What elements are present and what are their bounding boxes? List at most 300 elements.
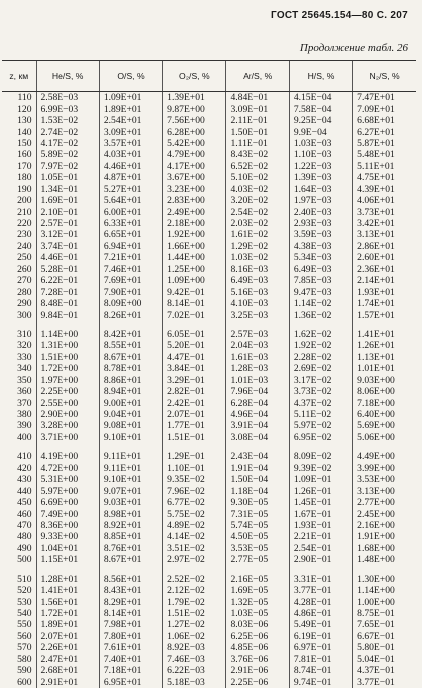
- table-row: [2, 531, 416, 542]
- value-cell: 6.49E−03: [226, 275, 289, 286]
- table-row: [2, 420, 416, 431]
- value-cell: 1.09E+00: [163, 275, 226, 286]
- value-cell: 4.46E−01: [36, 252, 99, 263]
- value-cell: 2.82E−01: [163, 386, 226, 397]
- group-separator-row: [2, 321, 416, 329]
- value-cell: 9.87E+00: [163, 103, 226, 114]
- value-cell: 8.14E+01: [99, 608, 162, 619]
- value-cell: 2.26E+01: [36, 642, 99, 653]
- value-cell: 3.99E+00: [353, 463, 416, 474]
- table-row: [2, 574, 416, 585]
- table-row: [2, 115, 416, 126]
- altitude-cell: 520: [17, 585, 32, 597]
- altitude-cell: 540: [17, 608, 32, 620]
- value-cell: 1.03E−05: [226, 608, 289, 619]
- altitude-cell: 460: [17, 508, 32, 520]
- value-cell: 8.48E−01: [36, 298, 99, 309]
- value-cell: 5.75E−02: [163, 508, 226, 519]
- value-cell: 3.59E−03: [289, 229, 352, 240]
- value-cell: 3.17E−02: [289, 375, 352, 386]
- value-cell: 2.93E−03: [289, 218, 352, 229]
- value-cell: 6.69E+00: [36, 497, 99, 508]
- value-cell: 7.85E−03: [289, 275, 352, 286]
- value-cell: 1.69E−01: [36, 195, 99, 206]
- value-cell: 8.86E+01: [99, 375, 162, 386]
- table-row: [2, 149, 416, 160]
- value-cell: 6.27E+01: [353, 126, 416, 137]
- value-cell: 8.56E+01: [99, 574, 162, 585]
- altitude-cell: 560: [17, 630, 32, 642]
- value-cell: 5.97E+00: [36, 485, 99, 496]
- table-row: [2, 229, 416, 240]
- value-cell: 3.31E−01: [289, 574, 352, 585]
- table-row: [2, 138, 416, 149]
- value-cell: [226, 443, 289, 451]
- altitude-cell: 320: [17, 340, 32, 352]
- column-header: O₂/S, %: [163, 61, 226, 92]
- value-cell: 3.53E−05: [226, 543, 289, 554]
- value-cell: 8.29E+01: [99, 596, 162, 607]
- value-cell: 2.04E−03: [226, 340, 289, 351]
- value-cell: 4.79E+00: [163, 149, 226, 160]
- value-cell: [353, 566, 416, 574]
- value-cell: 1.03E−02: [226, 252, 289, 263]
- value-cell: 9.25E−04: [289, 115, 352, 126]
- value-cell: 2.90E−01: [289, 554, 352, 565]
- value-cell: 7.81E−01: [289, 654, 352, 665]
- value-cell: 1.72E+01: [36, 608, 99, 619]
- value-cell: 1.51E−01: [163, 432, 226, 443]
- value-cell: 8.43E−02: [226, 149, 289, 160]
- value-cell: [99, 321, 162, 329]
- gas-composition-table: [2, 60, 416, 688]
- value-cell: 2.10E−01: [36, 206, 99, 217]
- table-body: [2, 92, 416, 688]
- value-cell: [226, 566, 289, 574]
- value-cell: 1.93E−01: [289, 520, 352, 531]
- value-cell: 2.52E−02: [163, 574, 226, 585]
- value-cell: 3.13E+01: [353, 229, 416, 240]
- value-cell: 8.16E−03: [226, 264, 289, 275]
- value-cell: 2.43E−04: [226, 451, 289, 462]
- table-row: [2, 596, 416, 607]
- value-cell: 9.08E+01: [99, 420, 162, 431]
- value-cell: 9.42E−01: [163, 286, 226, 297]
- value-cell: 5.64E+01: [99, 195, 162, 206]
- value-cell: 2.91E+01: [36, 676, 99, 687]
- value-cell: 6.40E+00: [353, 409, 416, 420]
- value-cell: 9.47E−03: [289, 286, 352, 297]
- altitude-cell: 330: [17, 351, 32, 363]
- value-cell: [353, 321, 416, 329]
- table-row: [2, 520, 416, 531]
- value-cell: 8.09E−02: [289, 451, 352, 462]
- value-cell: 2.25E−06: [226, 676, 289, 687]
- value-cell: 5.20E−01: [163, 340, 226, 351]
- value-cell: 1.34E−01: [36, 184, 99, 195]
- value-cell: 6.65E+01: [99, 229, 162, 240]
- value-cell: 6.99E−03: [36, 103, 99, 114]
- value-cell: 3.20E−02: [226, 195, 289, 206]
- value-cell: [163, 321, 226, 329]
- table-row: [2, 608, 416, 619]
- value-cell: 4.96E−04: [226, 409, 289, 420]
- value-cell: 2.54E−01: [289, 543, 352, 554]
- table-row: [2, 103, 416, 114]
- value-cell: 9.35E−02: [163, 474, 226, 485]
- value-cell: 8.36E+00: [36, 520, 99, 531]
- value-cell: 1.61E−02: [226, 229, 289, 240]
- value-cell: [36, 566, 99, 574]
- table-row: [2, 631, 416, 642]
- table-row: [2, 508, 416, 519]
- value-cell: 6.49E−03: [289, 264, 352, 275]
- value-cell: 3.25E−03: [226, 309, 289, 320]
- table-row: [2, 340, 416, 351]
- value-cell: 7.28E−01: [36, 286, 99, 297]
- value-cell: 3.74E−01: [36, 241, 99, 252]
- altitude-cell: 170: [17, 160, 32, 172]
- value-cell: 8.75E−01: [353, 608, 416, 619]
- value-cell: 1.68E+00: [353, 543, 416, 554]
- value-cell: 1.26E+01: [353, 340, 416, 351]
- value-cell: 7.49E+00: [36, 508, 99, 519]
- value-cell: 2.57E−01: [36, 218, 99, 229]
- value-cell: 6.22E−03: [163, 665, 226, 676]
- page-header: ГОСТ 25645.154—80 С. 207: [270, 10, 408, 21]
- value-cell: 7.46E−03: [163, 654, 226, 665]
- group-separator-row: [2, 443, 416, 451]
- table-row: [2, 352, 416, 363]
- value-cell: 8.92E+01: [99, 520, 162, 531]
- value-cell: 2.83E+00: [163, 195, 226, 206]
- value-cell: 4.28E−01: [289, 596, 352, 607]
- table-row: [2, 409, 416, 420]
- value-cell: 1.97E−03: [289, 195, 352, 206]
- altitude-cell: 310: [17, 328, 32, 340]
- value-cell: 2.11E−01: [226, 115, 289, 126]
- value-cell: 8.14E−01: [163, 298, 226, 309]
- value-cell: 8.67E+01: [99, 554, 162, 565]
- value-cell: 8.55E+01: [99, 340, 162, 351]
- group-separator-row: [2, 566, 416, 574]
- value-cell: 2.77E−05: [226, 554, 289, 565]
- value-cell: 9.33E+00: [36, 531, 99, 542]
- value-cell: 2.42E−01: [163, 397, 226, 408]
- value-cell: 5.48E+01: [353, 149, 416, 160]
- altitude-cell: 490: [17, 542, 32, 554]
- value-cell: [36, 443, 99, 451]
- value-cell: 1.79E−02: [163, 596, 226, 607]
- table-row: [2, 463, 416, 474]
- value-cell: 4.75E+01: [353, 172, 416, 183]
- value-cell: 1.92E−02: [289, 340, 352, 351]
- value-cell: 2.03E−02: [226, 218, 289, 229]
- value-cell: 6.68E+01: [353, 115, 416, 126]
- value-cell: 8.42E+01: [99, 329, 162, 340]
- altitude-cell: 260: [17, 263, 32, 275]
- value-cell: 8.09E+00: [99, 298, 162, 309]
- value-cell: 1.62E−02: [289, 329, 352, 340]
- value-cell: 2.49E+00: [163, 206, 226, 217]
- value-cell: 2.16E−05: [226, 574, 289, 585]
- altitude-cell: 430: [17, 474, 32, 486]
- value-cell: 9.04E+01: [99, 409, 162, 420]
- value-cell: 2.68E+01: [36, 665, 99, 676]
- value-cell: 3.28E+00: [36, 420, 99, 431]
- value-cell: 3.29E−01: [163, 375, 226, 386]
- value-cell: 2.36E+01: [353, 264, 416, 275]
- value-cell: 2.07E−01: [163, 409, 226, 420]
- value-cell: 7.31E−05: [226, 508, 289, 519]
- altitude-cell: 190: [17, 183, 32, 195]
- altitude-cell: 350: [17, 374, 32, 386]
- value-cell: [99, 566, 162, 574]
- value-cell: 6.22E−01: [36, 275, 99, 286]
- value-cell: 1.89E+01: [99, 103, 162, 114]
- value-cell: [163, 443, 226, 451]
- value-cell: 8.94E+01: [99, 386, 162, 397]
- value-cell: 1.14E+00: [353, 585, 416, 596]
- value-cell: 3.09E+01: [99, 126, 162, 137]
- altitude-cell: 340: [17, 363, 32, 375]
- value-cell: 5.74E−05: [226, 520, 289, 531]
- value-cell: 6.25E−06: [226, 631, 289, 642]
- table-row: [2, 375, 416, 386]
- altitude-cell: [2, 443, 36, 451]
- value-cell: 5.97E−02: [289, 420, 352, 431]
- value-cell: 2.57E−03: [226, 329, 289, 340]
- table-row: [2, 252, 416, 263]
- value-cell: 6.52E−02: [226, 161, 289, 172]
- value-cell: 1.50E−04: [226, 474, 289, 485]
- value-cell: 4.03E+01: [99, 149, 162, 160]
- value-cell: 5.34E−03: [289, 252, 352, 263]
- value-cell: 1.13E+01: [353, 352, 416, 363]
- value-cell: 1.26E−01: [289, 485, 352, 496]
- value-cell: 5.49E−01: [289, 619, 352, 630]
- value-cell: 7.40E+01: [99, 654, 162, 665]
- altitude-cell: 140: [17, 126, 32, 138]
- column-header: H/S, %: [289, 61, 352, 92]
- table-row: [2, 275, 416, 286]
- value-cell: [163, 566, 226, 574]
- altitude-cell: 390: [17, 420, 32, 432]
- value-cell: 9.10E+01: [99, 474, 162, 485]
- value-cell: 2.28E−02: [289, 352, 352, 363]
- table-row: [2, 585, 416, 596]
- table-row: [2, 451, 416, 462]
- value-cell: 6.00E+01: [99, 206, 162, 217]
- value-cell: 4.50E−05: [226, 531, 289, 542]
- table-row: [2, 554, 416, 565]
- value-cell: 3.67E+00: [163, 172, 226, 183]
- altitude-cell: 110: [17, 92, 32, 104]
- value-cell: 1.29E−01: [163, 451, 226, 462]
- value-cell: 4.86E−01: [289, 608, 352, 619]
- value-cell: 9.11E+01: [99, 451, 162, 462]
- value-cell: 5.06E+00: [353, 432, 416, 443]
- value-cell: 9.03E+01: [99, 497, 162, 508]
- value-cell: 1.32E−05: [226, 596, 289, 607]
- value-cell: 1.31E+00: [36, 340, 99, 351]
- value-cell: 1.25E+00: [163, 264, 226, 275]
- altitude-cell: 600: [17, 676, 32, 688]
- altitude-cell: 550: [17, 619, 32, 631]
- value-cell: 8.67E+01: [99, 352, 162, 363]
- column-header: He/S, %: [36, 61, 99, 92]
- value-cell: 7.18E+01: [99, 665, 162, 676]
- altitude-cell: 590: [17, 665, 32, 677]
- value-cell: 2.54E−02: [226, 206, 289, 217]
- value-cell: 7.69E+01: [99, 275, 162, 286]
- value-cell: 1.01E+01: [353, 363, 416, 374]
- value-cell: 2.74E−02: [36, 126, 99, 137]
- table-continuation-caption: Продолжение табл. 26: [299, 42, 408, 54]
- value-cell: 1.27E−02: [163, 619, 226, 630]
- table-row: [2, 329, 416, 340]
- value-cell: 5.27E+01: [99, 184, 162, 195]
- altitude-cell: 300: [17, 309, 32, 321]
- value-cell: 1.15E+01: [36, 554, 99, 565]
- value-cell: 2.97E−02: [163, 554, 226, 565]
- value-cell: 1.74E+01: [353, 298, 416, 309]
- value-cell: 4.49E+00: [353, 451, 416, 462]
- value-cell: 4.39E+01: [353, 184, 416, 195]
- value-cell: 4.47E−01: [163, 352, 226, 363]
- altitude-cell: 270: [17, 275, 32, 287]
- altitude-cell: 280: [17, 286, 32, 298]
- value-cell: 1.48E+00: [353, 554, 416, 565]
- value-cell: 7.56E+00: [163, 115, 226, 126]
- value-cell: 5.31E+00: [36, 474, 99, 485]
- altitude-cell: 580: [17, 653, 32, 665]
- value-cell: [36, 321, 99, 329]
- value-cell: 4.89E−02: [163, 520, 226, 531]
- value-cell: 1.11E−01: [226, 138, 289, 149]
- value-cell: 5.28E−01: [36, 264, 99, 275]
- value-cell: 3.12E−01: [36, 229, 99, 240]
- value-cell: 8.03E−06: [226, 619, 289, 630]
- value-cell: 1.36E−02: [289, 309, 352, 320]
- altitude-cell: [2, 321, 36, 329]
- value-cell: 1.64E−03: [289, 184, 352, 195]
- value-cell: 8.06E+00: [353, 386, 416, 397]
- altitude-cell: 410: [17, 451, 32, 463]
- value-cell: 2.45E+00: [353, 508, 416, 519]
- value-cell: 3.84E−01: [163, 363, 226, 374]
- value-cell: 7.96E−04: [226, 386, 289, 397]
- value-cell: 9.10E+01: [99, 432, 162, 443]
- value-cell: 2.86E+01: [353, 241, 416, 252]
- table-row: [2, 676, 416, 687]
- altitude-cell: 200: [17, 195, 32, 207]
- altitude-cell: 470: [17, 519, 32, 531]
- table-row: [2, 497, 416, 508]
- value-cell: 9.9E−04: [289, 126, 352, 137]
- value-cell: 1.03E−03: [289, 138, 352, 149]
- value-cell: 6.33E+01: [99, 218, 162, 229]
- table-row: [2, 218, 416, 229]
- value-cell: 4.37E−02: [289, 397, 352, 408]
- value-cell: 4.15E−04: [289, 92, 352, 104]
- altitude-cell: 360: [17, 386, 32, 398]
- table-row: [2, 386, 416, 397]
- value-cell: 9.07E+01: [99, 485, 162, 496]
- value-cell: 4.03E−02: [226, 184, 289, 195]
- value-cell: 1.10E−03: [289, 149, 352, 160]
- column-header: N₂/S, %: [353, 61, 416, 92]
- value-cell: 6.97E−01: [289, 642, 352, 653]
- table-row: [2, 264, 416, 275]
- table-row: [2, 543, 416, 554]
- value-cell: 1.04E+01: [36, 543, 99, 554]
- value-cell: 1.28E+01: [36, 574, 99, 585]
- value-cell: 1.53E−02: [36, 115, 99, 126]
- altitude-cell: 120: [17, 103, 32, 115]
- value-cell: 2.47E+01: [36, 654, 99, 665]
- value-cell: 4.19E+00: [36, 451, 99, 462]
- table-row: [2, 286, 416, 297]
- altitude-cell: 420: [17, 462, 32, 474]
- table-row: [2, 195, 416, 206]
- value-cell: 3.77E−01: [353, 676, 416, 687]
- value-cell: 8.76E+01: [99, 543, 162, 554]
- value-cell: 5.87E+01: [353, 138, 416, 149]
- value-cell: 1.61E−03: [226, 352, 289, 363]
- value-cell: 7.47E+01: [353, 92, 416, 104]
- value-cell: 9.11E+01: [99, 463, 162, 474]
- value-cell: 2.54E+01: [99, 115, 162, 126]
- value-cell: 5.11E+01: [353, 161, 416, 172]
- altitude-cell: 240: [17, 240, 32, 252]
- value-cell: 5.18E−03: [163, 676, 226, 687]
- value-cell: 1.97E+00: [36, 375, 99, 386]
- altitude-cell: 130: [17, 115, 32, 127]
- value-cell: 2.21E−01: [289, 531, 352, 542]
- value-cell: 4.14E−02: [163, 531, 226, 542]
- value-cell: 3.13E+00: [353, 485, 416, 496]
- value-cell: 5.04E−01: [353, 654, 416, 665]
- value-cell: 8.26E+01: [99, 309, 162, 320]
- value-cell: 6.95E+01: [99, 676, 162, 687]
- value-cell: 1.77E−01: [163, 420, 226, 431]
- altitude-cell: [2, 566, 36, 574]
- value-cell: 7.98E+01: [99, 619, 162, 630]
- altitude-cell: 370: [17, 397, 32, 409]
- table-row: [2, 363, 416, 374]
- value-cell: [289, 566, 352, 574]
- value-cell: 4.84E−01: [226, 92, 289, 104]
- value-cell: 2.18E+00: [163, 218, 226, 229]
- value-cell: 2.90E+00: [36, 409, 99, 420]
- value-cell: 8.78E+01: [99, 363, 162, 374]
- value-cell: 7.61E+01: [99, 642, 162, 653]
- value-cell: 4.38E−03: [289, 241, 352, 252]
- value-cell: 5.10E−02: [226, 172, 289, 183]
- value-cell: 7.97E−02: [36, 161, 99, 172]
- value-cell: 7.65E−01: [353, 619, 416, 630]
- value-cell: 2.60E+01: [353, 252, 416, 263]
- value-cell: 1.10E−01: [163, 463, 226, 474]
- value-cell: 4.37E−01: [353, 665, 416, 676]
- value-cell: 1.92E+00: [163, 229, 226, 240]
- altitude-cell: 510: [17, 573, 32, 585]
- value-cell: 7.09E+01: [353, 103, 416, 114]
- table-row: [2, 474, 416, 485]
- table-row: [2, 309, 416, 320]
- value-cell: 1.18E−04: [226, 485, 289, 496]
